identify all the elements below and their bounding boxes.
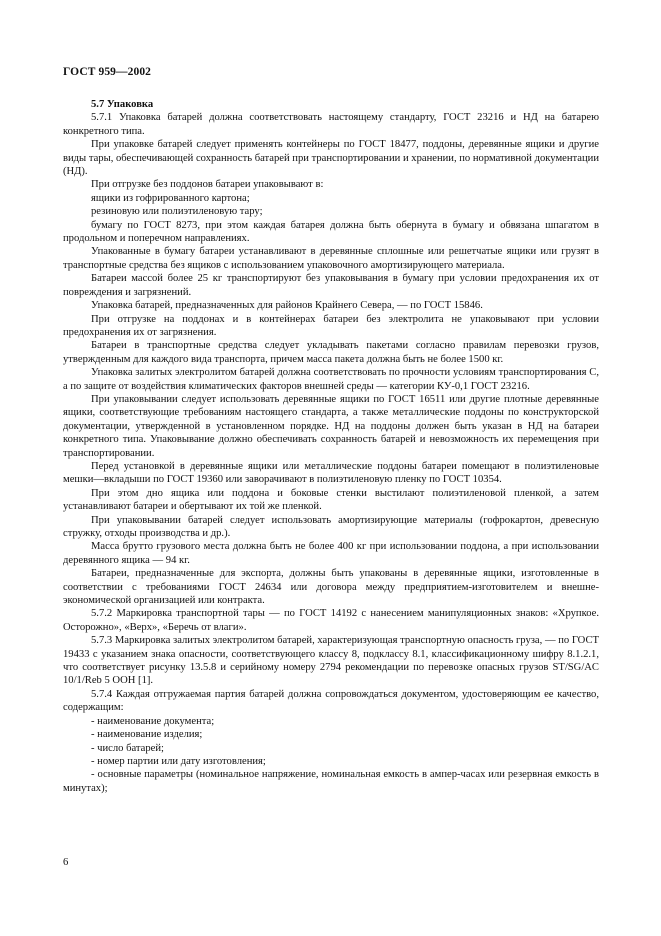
section-title: 5.7 Упаковка — [91, 99, 154, 110]
paragraph: Перед установкой в деревянные ящики или металлические поддоны батареи помещают в полиэтиленовые мешки—вкладыши по ГОСТ 19360 или заворачивают в полиэтиленовую пленку по ГОСТ 10354. — [63, 460, 599, 486]
paragraph: 5.7.1 Упаковка батарей должна соответствовать настоящему стандарту, ГОСТ 23216 и НД на батарею конкретного типа. — [63, 112, 599, 137]
paragraph: Батареи, предназначенные для экспорта, должны быть упакованы в деревянные ящики, изготовленные в соответствии с требованиями ГОСТ 24634 или договора между предприятием-изготовителем и внешне-экономической организацией или контракта. — [63, 568, 599, 607]
paragraph: Батареи в транспортные средства следует укладывать пакетами согласно правилам перевозки грузов, утвержденным для каждого вида транспорта, причем масса пакета должна быть не более 1500 кг. — [63, 340, 599, 365]
list-item: ящики из гофрированного картона; — [91, 192, 250, 204]
list-item: - основные параметры (номинальное напряжение, номинальная емкость в ампер-часах или резервная емкость в минутах); — [63, 769, 599, 794]
paragraph: При упаковывании батарей следует использовать амортизирующие материалы (гофрокартон, древесную стружку, отходы производства и др.). — [63, 514, 599, 539]
page-number: 6 — [63, 857, 69, 868]
paragraph: Батареи массой более 25 кг транспортируют без упаковывания в бумагу при условии предохранения их от повреждения и загрязнений. — [63, 273, 599, 298]
list-item: - наименование документа; — [91, 715, 215, 727]
paragraph: При упаковывании следует использовать деревянные ящики по ГОСТ 16511 или другие плотные деревянные ящики, соответствующие требованиям настоящего стандарта, а также металлические поддоны по конструкторской документации, утвержденной в установленном порядке. НД на поддоны должен быть указан в НД на батареи конкретного типа. Упаковывание должно обеспечивать сохранность батарей и невозможность их перемещения при транспортировании. — [63, 393, 599, 459]
list-item: - номер партии или дату изготовления; — [91, 755, 266, 767]
paragraph: Упакованные в бумагу батареи устанавливают в деревянные сплошные или решетчатые ящики или грузят в транспортные средства без ящиков с использованием упаковочного амортизирующего материала. — [63, 246, 599, 271]
paragraph: 5.7.4 Каждая отгружаемая партия батарей должна сопровождаться документом, удостоверяющим ее качество, содержащим: — [63, 688, 599, 714]
paragraph: 5.7.3 Маркировка залитых электролитом батарей, характеризующая транспортную опасность груза, — по ГОСТ 19433 с указанием знака опасности, соответствующего классу 8, подклассу 8.1, классификационному шифру 8.1.2.1, что соответствует рисунку 13.5.8 и серийному номеру 2794 рекомендации по перевозке опасных грузов ST/SG/AC 10/1/Reb 5 ООН [1]. — [63, 635, 599, 687]
paragraph: 5.7.2 Маркировка транспортной тары — по ГОСТ 14192 с нанесением манипуляционных знаков: «Хрупкое. Осторожно», «Верх», «Беречь от влаги». — [63, 608, 599, 633]
paragraph: При упаковке батарей следует применять контейнеры по ГОСТ 18477, поддоны, деревянные ящики и другие виды тары, обеспечивающей сохранность батарей при транспортировании и хранении, по нормативной документации (НД). — [63, 139, 599, 178]
list-item: - число батарей; — [91, 742, 164, 754]
paragraph: бумагу по ГОСТ 8273, при этом каждая батарея должна быть обернута в бумагу и обвязана шпагатом в продольном и поперечном направлениях. — [63, 219, 599, 245]
paragraph: При отгрузке на поддонах и в контейнерах батареи без электролита не упаковывают при условии предохранения их от загрязнения. — [63, 313, 599, 338]
paragraph: Упаковка батарей, предназначенных для районов Крайнего Севера, — по ГОСТ 15846. — [91, 300, 483, 312]
paragraph: Упаковка залитых электролитом батарей должна соответствовать по прочности условиям транспортирования С, а по защите от воздействия климатических факторов внешней среды — категории КУ-0,1 ГОСТ 23216. — [63, 367, 599, 392]
list-item: - наименование изделия; — [91, 729, 203, 741]
paragraph: Масса брутто грузового места должна быть не более 400 кг при использовании поддона, а при использовании деревянного ящика — 94 кг. — [63, 541, 599, 566]
document-body — [63, 98, 599, 795]
list-item: резиновую или полиэтиленовую тару; — [91, 206, 263, 218]
paragraph: При этом дно ящика или поддона и боковые стенки выстилают полиэтиленовой пленкой, а затем устанавливают батареи и обертывают их той же пленкой. — [63, 487, 599, 513]
paragraph: При отгрузке без поддонов батареи упаковывают в: — [91, 179, 324, 191]
page-header: ГОСТ 959—2002 — [63, 66, 152, 78]
